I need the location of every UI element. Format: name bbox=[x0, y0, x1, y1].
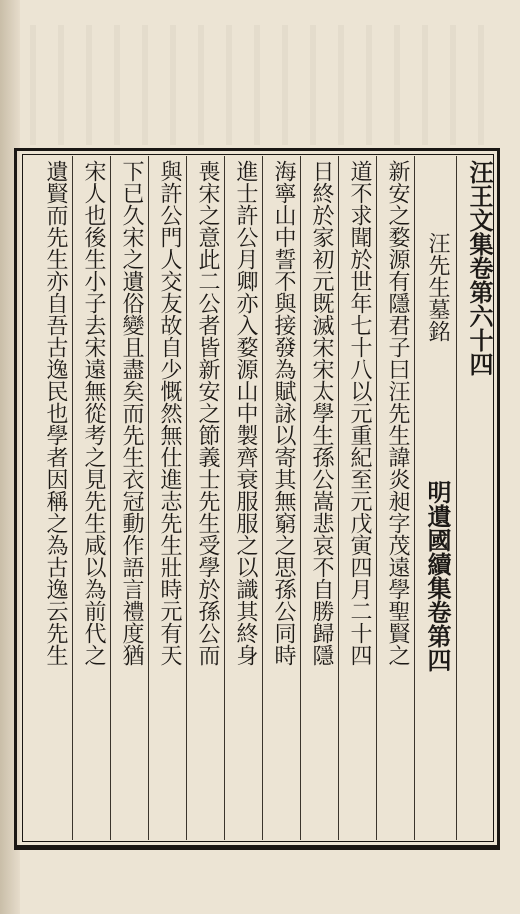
column-rule bbox=[148, 156, 149, 840]
column-rule bbox=[110, 156, 111, 840]
bottom-border bbox=[14, 848, 500, 860]
body-column-10: 遺賢而先生亦自吾古逸民也學者因稱之為古逸云先生 bbox=[43, 160, 68, 666]
body-column-1: 新安之婺源有隱君子曰汪先生諱炎昶字茂遠學聖賢之 bbox=[385, 160, 410, 666]
body-column-5: 進士許公月卿亦入婺源山中製齊衰服服之以識其終身 bbox=[233, 160, 258, 666]
column-rule bbox=[224, 156, 225, 840]
volume-title-main: 汪王文集卷第六十四 bbox=[465, 160, 494, 376]
column-rule bbox=[262, 156, 263, 840]
article-heading: 汪先生墓銘 bbox=[425, 232, 450, 342]
body-column-8: 下已久宋之遺俗變且盡矣而先生衣冠動作語言禮度猶 bbox=[119, 160, 144, 666]
body-column-9: 宋人也後生小子去宋遠無從考之見先生咸以為前代之 bbox=[81, 160, 106, 666]
body-column-3: 日終於家初元既滅宋宋太學生孫公嵩悲哀不自勝歸隱 bbox=[309, 160, 334, 666]
body-column-7: 與許公門人交友故自少慨然無仕進志先生壯時元有天 bbox=[157, 160, 182, 666]
column-rule bbox=[414, 156, 415, 840]
column-rule bbox=[186, 156, 187, 840]
body-column-6: 喪宋之意此二公者皆新安之節義士先生受學於孫公而 bbox=[195, 160, 220, 666]
body-column-4: 海寧山中誓不與接發為賦詠以寄其無窮之思孫公同時 bbox=[271, 160, 296, 666]
show-through-area bbox=[30, 25, 500, 145]
volume-title bbox=[462, 160, 496, 840]
column-rule bbox=[338, 156, 339, 840]
column-rule bbox=[300, 156, 301, 840]
column-rule bbox=[72, 156, 73, 840]
column-rule bbox=[456, 156, 457, 840]
collection-subtitle: 明遺國續集卷第四 bbox=[423, 480, 452, 672]
body-column-2: 道不求聞於世年七十八以元重紀至元戊寅四月二十四 bbox=[347, 160, 372, 666]
column-rule bbox=[376, 156, 377, 840]
